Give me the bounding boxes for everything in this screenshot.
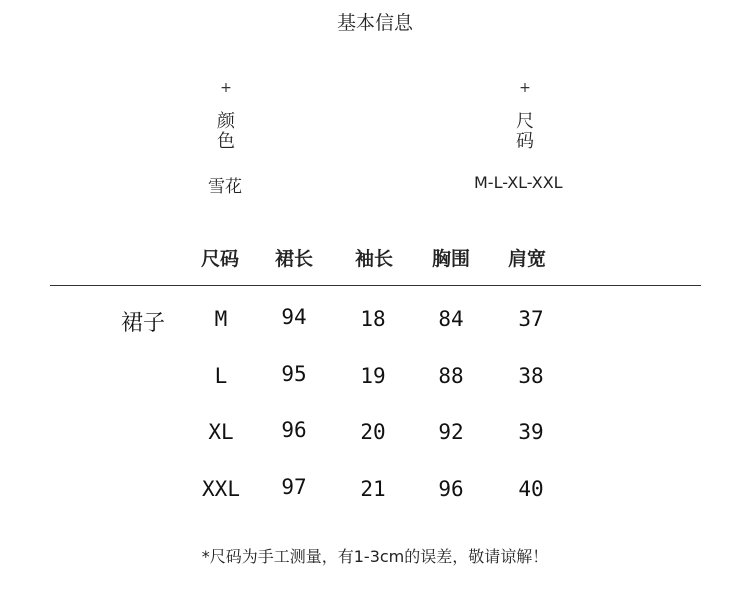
table-cell: 94 (281, 305, 307, 329)
table-cell: M (214, 307, 228, 331)
measurement-note: *尺码为手工测量，有1-3cm的误差，敬请谅解！ (201, 547, 549, 566)
size-value: M-L-XL-XXL (474, 173, 563, 192)
table-cell: 96 (438, 477, 464, 501)
page-title: 基本信息 (336, 12, 413, 34)
size-label-char-2: 码 (516, 131, 534, 152)
table-cell: 38 (518, 364, 544, 388)
table-cell: 19 (360, 364, 386, 388)
row-label: 裙子 (121, 311, 166, 336)
table-cell: 21 (360, 477, 386, 501)
header-sleeve-length: 袖长 (355, 248, 394, 270)
table-cell: 84 (438, 307, 464, 331)
table-cell: 37 (518, 307, 544, 331)
table-cell: 96 (281, 418, 307, 442)
table-cell: 18 (360, 307, 386, 331)
table-cell: L (214, 364, 228, 388)
table-cell: XXL (202, 477, 240, 501)
size-plus-icon: + (519, 80, 531, 96)
table-cell: 95 (281, 362, 307, 386)
color-label-char-2: 色 (217, 131, 235, 152)
header-shoulder: 肩宽 (508, 248, 547, 270)
size-label-char-1: 尺 (516, 111, 534, 132)
color-label (211, 112, 241, 152)
table-cell: 97 (281, 475, 307, 499)
header-bust: 胸围 (432, 248, 471, 270)
table-cell: 39 (518, 420, 544, 444)
table-divider (50, 285, 701, 286)
header-size: 尺码 (201, 248, 240, 270)
table-cell: XL (208, 420, 234, 444)
table-cell: 92 (438, 420, 464, 444)
color-plus-icon: + (220, 80, 232, 96)
size-label (510, 112, 540, 152)
table-cell: 40 (518, 477, 544, 501)
color-label-char-1: 颜 (217, 111, 235, 132)
table-cell: 88 (438, 364, 464, 388)
table-cell: 20 (360, 420, 386, 444)
color-value: 雪花 (208, 177, 242, 197)
header-skirt-length: 裙长 (275, 248, 314, 270)
